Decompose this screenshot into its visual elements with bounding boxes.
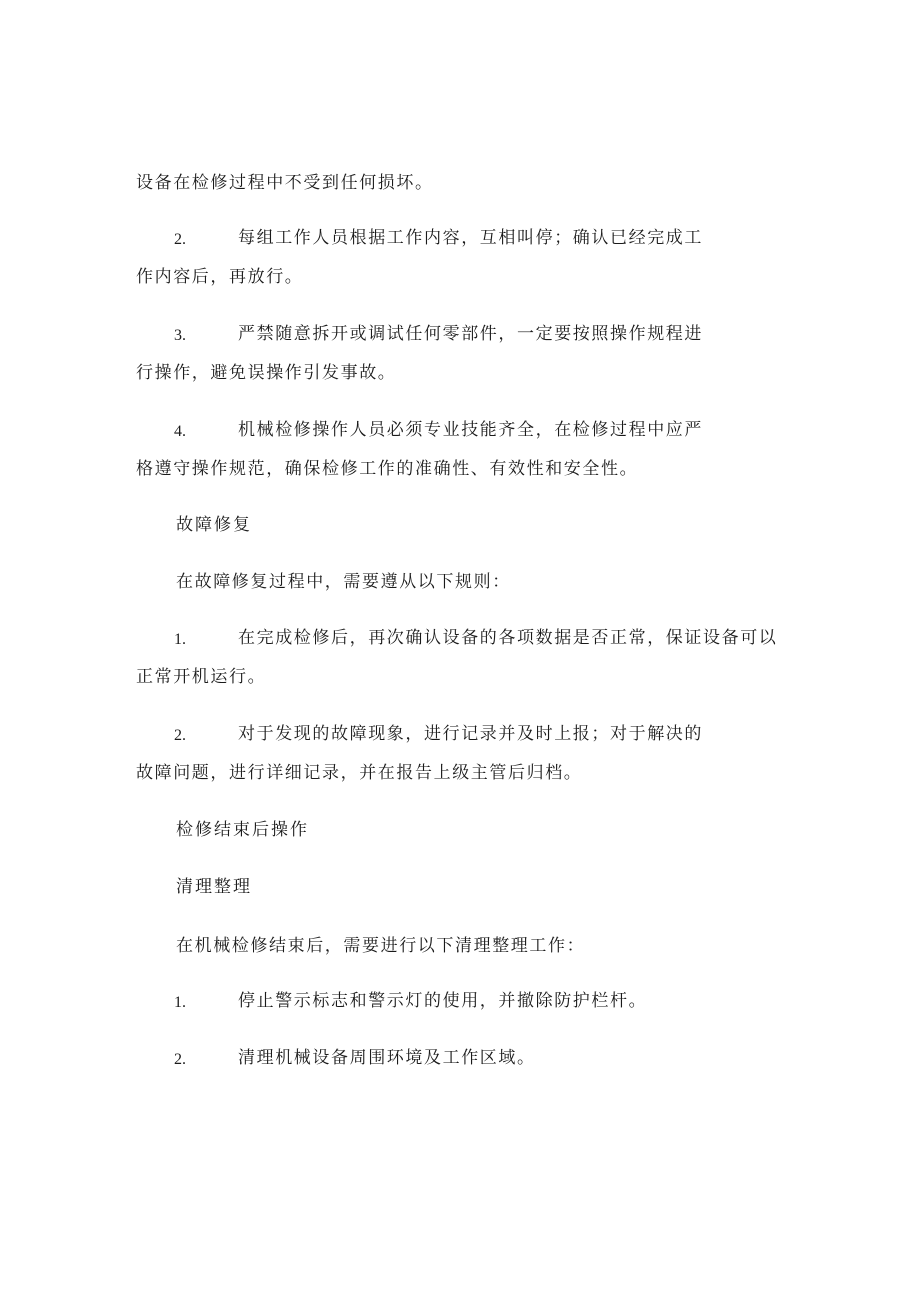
- list-text-line: 严禁随意拆开或调试任何零部件，一定要按照操作规程进: [238, 324, 703, 344]
- list-text-line: 清理机械设备周围环境及工作区域。: [238, 1048, 536, 1068]
- list-text-line: 故障问题，进行详细记录，并在报告上级主管后归档。: [136, 763, 583, 783]
- list-number: 1.: [174, 994, 186, 1011]
- list-text-line: 在完成检修后，再次确认设备的各项数据是否正常，保证设备可以: [238, 628, 778, 648]
- paragraph-line: 在机械检修结束后，需要进行以下清理整理工作：: [176, 936, 586, 956]
- list-text-line: 行操作，避免误操作引发事故。: [136, 363, 397, 383]
- list-number: 2.: [174, 1051, 186, 1068]
- section-heading: 检修结束后操作: [176, 820, 309, 840]
- paragraph-line: 设备在检修过程中不受到任何损坏。: [136, 173, 434, 193]
- list-text-line: 格遵守操作规范，确保检修工作的准确性、有效性和安全性。: [136, 459, 639, 479]
- list-text-line: 停止警示标志和警示灯的使用，并撤除防护栏杆。: [238, 991, 648, 1011]
- list-number: 4.: [174, 423, 186, 440]
- list-number: 3.: [174, 327, 186, 344]
- list-text-line: 正常开机运行。: [136, 667, 267, 687]
- list-text-line: 作内容后，再放行。: [136, 267, 304, 287]
- list-text-line: 对于发现的故障现象，进行记录并及时上报；对于解决的: [238, 724, 703, 744]
- list-number: 1.: [174, 631, 186, 648]
- list-text-line: 每组工作人员根据工作内容，互相叫停；确认已经完成工: [238, 228, 703, 248]
- section-heading: 故障修复: [176, 515, 252, 535]
- paragraph-line: 在故障修复过程中，需要遵从以下规则：: [176, 572, 511, 592]
- list-number: 2.: [174, 727, 186, 744]
- list-number: 2.: [174, 231, 186, 248]
- list-text-line: 机械检修操作人员必须专业技能齐全，在检修过程中应严: [238, 420, 703, 440]
- section-heading: 清理整理: [176, 877, 252, 897]
